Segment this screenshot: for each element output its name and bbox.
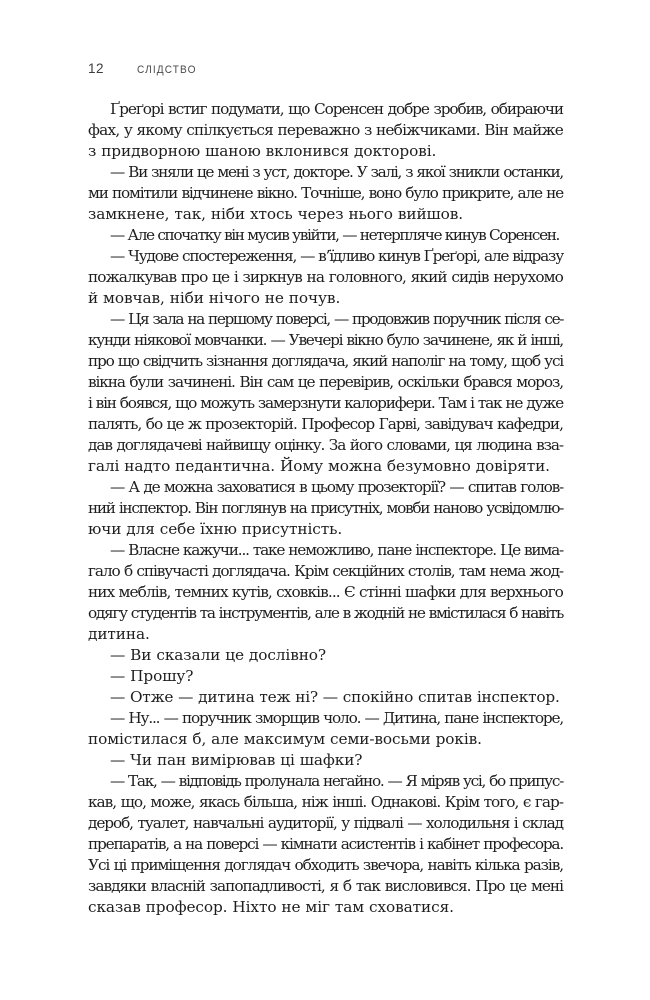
page-number: 12 [88,61,105,76]
text-line: — Чудове спостереження, — в’їдливо кинув Ґреґорі, але відразу [110,247,563,265]
text-line: — Чи пан вимірював ці шафки? [110,751,363,769]
text-line: — Отже — дитина теж ні? — спокійно спитав інспектор. [110,688,560,706]
page-text [88,99,563,918]
text-line: — Але спочатку він мусив увійти, — нетерпляче кинув Соренсен. [110,226,560,244]
text-line: дитина. [88,625,150,643]
text-line: про що свідчить зізнання доглядача, який наполіг на тому, щоб усі [88,352,563,370]
text-line: Усі ці приміщення доглядач обходить звечора, навіть кілька разів, [88,856,563,874]
text-line: галі надто педантична. Йому можна безумовно довіряти. [88,457,550,475]
text-line: кунди ніякової мовчанки. — Увечері вікно було зачинене, як й інші, [88,331,563,349]
running-title: СЛІДСТВО [137,64,197,76]
text-line: дероб, туалет, навчальні аудиторії, у підвалі — холодильня і склад [88,814,563,832]
text-line: кав, що, може, якась більша, ніж інші. Однакові. Крім того, є гар- [88,793,563,811]
text-line: — Прошу? [110,667,194,685]
text-line: й мовчав, ніби нічого не почув. [88,289,341,307]
text-line: вікна були зачинені. Він сам це перевірив, оскільки брався мороз, [88,373,563,391]
text-line: палять, бо це ж прозекторій. Професор Гарві, завідувач кафедри, [88,415,563,433]
text-line: препаратів, а на поверсі — кімнати асистентів і кабінет професора. [88,835,563,853]
text-line: Ґреґорі встиг подумати, що Соренсен добре зробив, обираючи [110,100,563,118]
text-line: дав доглядачеві найвищу оцінку. За його словами, ця людина вза- [88,436,563,454]
text-line: помістилася б, але максимум семи-восьми років. [88,730,482,748]
text-line: — Так, — відповідь пролунала негайно. — Я міряв усі, бо припус- [110,772,563,790]
text-line: — Власне кажучи... таке неможливо, пане інспекторе. Це вима- [110,541,563,559]
text-line: — Ви сказали це дослівно? [110,646,327,664]
text-line: фах, у якому спілкується переважно з небіжчиками. Він майже [88,121,563,139]
text-line: завдяки власній запопадливості, я б так висловився. Про це мені [88,877,563,895]
text-line: — А де можна заховатися в цьому прозекторії? — спитав голов- [110,478,563,496]
text-line: гало б співучасті доглядача. Крім секційних столів, там нема жод- [88,562,563,580]
text-line: — Ця зала на першому поверсі, — продовжив поручник після се- [110,310,563,328]
text-line: одягу студентів та інструментів, але в жодній не вмістилася б навіть [88,604,563,622]
text-line: — Ви зняли це мені з уст, докторе. У залі, з якої зникли останки, [110,163,563,181]
text-line: ми помітили відчинене вікно. Точніше, воно було прикрите, але не [88,184,563,202]
text-line: сказав професор. Ніхто не міг там сховатися. [88,898,454,916]
text-line: них меблів, темних кутів, сховків... Є стінні шафки для верхнього [88,583,563,601]
text-line: і він боявся, що можуть замерзнути калорифери. Там і так не дуже [88,394,563,412]
page-header [88,61,563,76]
text-line: — Ну... — поручник зморщив чоло. — Дитина, пане інспекторе, [110,709,563,727]
text-line: замкнене, так, ніби хтось через нього вийшов. [88,205,464,223]
text-line: ючи для себе їхню присутність. [88,520,343,538]
text-line: пожалкував про це і зиркнув на головного, який сидів нерухомо [88,268,563,286]
text-line: з придворною шаною вклонився докторові. [88,142,437,160]
text-line: ний інспектор. Він поглянув на присутніх, мовби наново усвідомлю- [88,499,563,517]
